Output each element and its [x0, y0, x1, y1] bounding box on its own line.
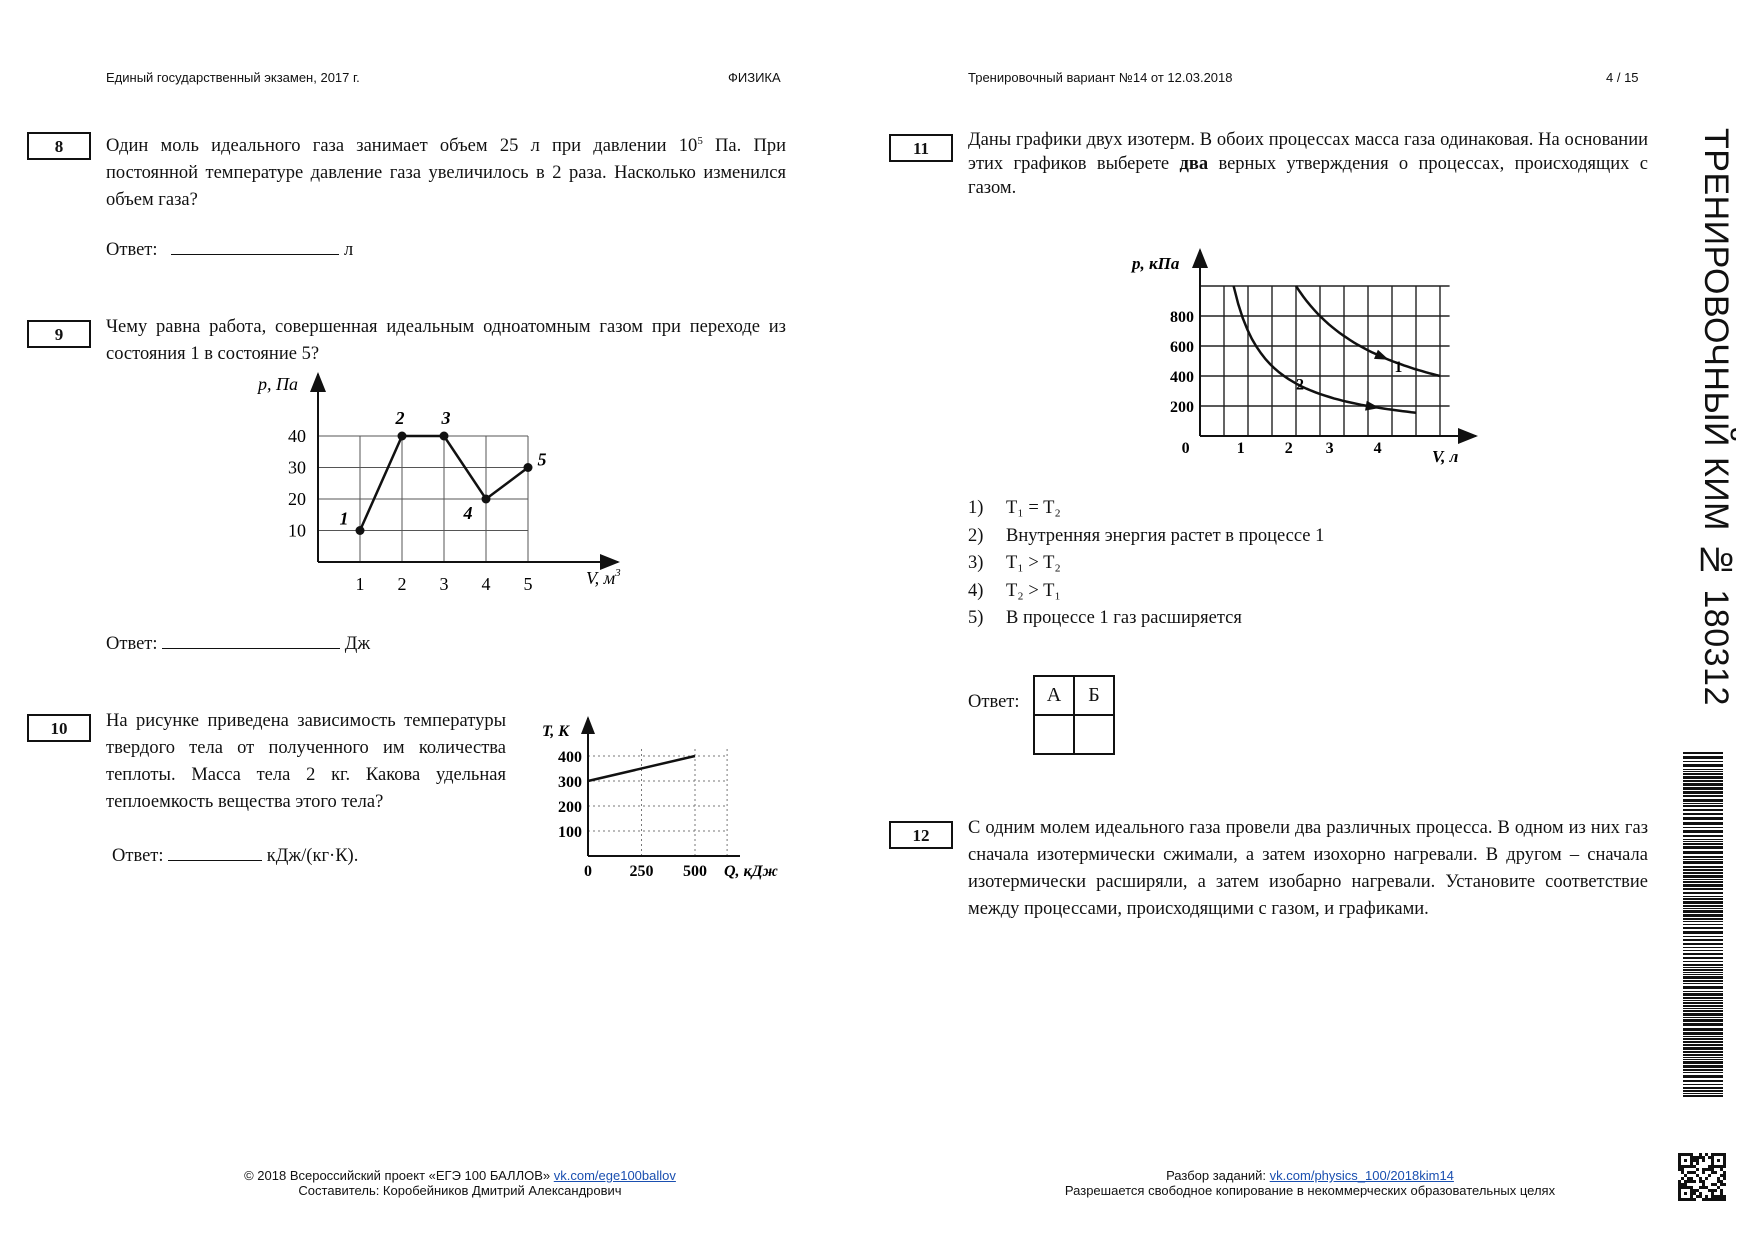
qr-module [1714, 1195, 1717, 1198]
qr-module [1693, 1180, 1696, 1183]
answer-blank-8[interactable] [171, 236, 339, 255]
qr-module [1705, 1177, 1708, 1180]
qr-module [1720, 1180, 1723, 1183]
barcode-bar [1683, 773, 1723, 775]
q10-x-axis-label: Q, кДж [724, 863, 778, 880]
qr-finder-dot [1717, 1159, 1720, 1162]
barcode-bar [1683, 980, 1723, 982]
qr-module [1705, 1198, 1708, 1201]
barcode-bar [1683, 791, 1723, 794]
barcode-bar [1683, 1057, 1723, 1058]
qr-module [1708, 1189, 1711, 1192]
qr-module [1678, 1180, 1681, 1183]
qr-module [1690, 1171, 1693, 1174]
q11-direction-arrow [1374, 350, 1391, 365]
qr-module [1723, 1183, 1726, 1186]
qr-module [1699, 1177, 1702, 1180]
q9-y-tick: 10 [288, 520, 306, 541]
q9-point-label: 5 [537, 449, 547, 470]
qr-module [1711, 1192, 1714, 1195]
qr-module [1687, 1180, 1690, 1183]
barcode-bar [1683, 953, 1723, 955]
q11-x-tick: 0 [1181, 440, 1190, 457]
qr-module [1699, 1192, 1702, 1195]
qr-module [1723, 1174, 1726, 1177]
barcode-bar [1683, 1095, 1723, 1097]
barcode-bar [1683, 872, 1723, 874]
qr-module [1696, 1195, 1699, 1198]
q11-option-3: 3) T₁ > T₂ [968, 553, 1061, 573]
barcode-bar [1683, 771, 1723, 772]
barcode-bar [1683, 1036, 1723, 1037]
q11-option-5: 5) В процессе 1 газ расширяется [968, 608, 1242, 628]
qr-module [1678, 1183, 1681, 1186]
qr-module [1684, 1180, 1687, 1183]
question-12-text: С одним молем идеального газа провели два различных процесса. В одном из них газ сначала изотермически сжимали, а затем изохорно нагревали. В другом – сначала изотермически расширяли, а затем изобарно нагревали. Установите соответствие между процессами, происходящими с газом, и графиками. [968, 818, 1648, 919]
barcode-bar [1683, 1084, 1723, 1085]
question-9-chart [240, 368, 640, 608]
q10-y-axis-label: T, К [542, 723, 570, 740]
q9-point [524, 463, 533, 472]
qr-module [1678, 1168, 1681, 1171]
q11-isotherm-2 [1234, 286, 1416, 413]
answer-cell-b[interactable] [1074, 715, 1114, 754]
qr-module [1714, 1189, 1717, 1192]
qr-module [1702, 1159, 1705, 1162]
barcode-bar [1683, 776, 1723, 779]
barcode-bar [1683, 1028, 1723, 1031]
qr-module [1711, 1195, 1714, 1198]
q10-x-tick: 500 [683, 863, 707, 880]
barcode-bar [1683, 997, 1723, 999]
answer-cell-a[interactable] [1034, 715, 1074, 754]
question-11-answer-label: Ответ: [968, 692, 1020, 712]
footer-left: © 2018 Всероссийский проект «ЕГЭ 100 БАЛЛОВ» vk.com/ege100ballov Составитель: Коробейников Дмитрий Александрович [244, 1168, 676, 1198]
barcode-bar [1683, 861, 1723, 864]
barcode-bar [1683, 1019, 1723, 1022]
qr-module [1717, 1180, 1720, 1183]
q9-y-axis-label: p, Па [258, 374, 298, 394]
qr-module [1705, 1168, 1708, 1171]
barcode-bar [1683, 991, 1723, 992]
question-number-10: 10 [27, 714, 91, 742]
q11-y-tick: 600 [1170, 339, 1194, 356]
barcode-bar [1683, 914, 1723, 917]
qr-module [1720, 1174, 1723, 1177]
barcode-bar [1683, 892, 1723, 894]
q11-series-label-2: 2 [1296, 376, 1304, 394]
qr-module [1696, 1168, 1699, 1171]
barcode-bar [1683, 817, 1723, 820]
barcode-bar [1683, 969, 1723, 971]
qr-module [1693, 1198, 1696, 1201]
barcode-bar [1683, 809, 1723, 811]
qr-module [1723, 1195, 1726, 1198]
barcode-bar [1683, 957, 1723, 959]
question-9-answer: Ответ: Дж [106, 630, 370, 656]
qr-module [1711, 1171, 1714, 1174]
barcode-bar [1683, 1054, 1723, 1056]
qr-module [1714, 1171, 1717, 1174]
qr-module [1702, 1198, 1705, 1201]
q11-option-4: 4) T₂ > T₁ [968, 581, 1061, 601]
barcode-bar [1683, 879, 1723, 880]
qr-module [1720, 1192, 1723, 1195]
qr-module [1711, 1198, 1714, 1201]
qr-module [1720, 1198, 1723, 1201]
qr-module [1720, 1168, 1723, 1171]
barcode-bar [1683, 1010, 1723, 1012]
qr-module [1708, 1165, 1711, 1168]
barcode-bar [1683, 1002, 1723, 1004]
q9-y-tick: 40 [288, 426, 306, 446]
barcode-bar [1683, 1065, 1723, 1068]
qr-module [1711, 1189, 1714, 1192]
q11-series-label-1: 1 [1394, 358, 1403, 376]
qr-module [1696, 1189, 1699, 1192]
barcode-bar [1683, 752, 1723, 754]
barcode-bar [1683, 983, 1723, 984]
qr-module [1693, 1159, 1696, 1162]
barcode-bar [1683, 795, 1723, 797]
barcode-bar [1683, 943, 1723, 945]
footer-link-physics100[interactable]: vk.com/physics_100/2018kim14 [1269, 1168, 1454, 1183]
q9-x-tick: 5 [523, 574, 533, 594]
qr-module [1687, 1177, 1690, 1180]
qr-module [1699, 1153, 1702, 1156]
barcode-bar [1683, 1093, 1723, 1094]
q10-y-tick: 200 [558, 799, 582, 816]
barcode-bar [1683, 805, 1723, 807]
question-10-chart [530, 712, 800, 882]
barcode-bar [1683, 931, 1723, 934]
qr-module [1702, 1183, 1705, 1186]
barcode-bar [1683, 961, 1723, 962]
qr-module [1720, 1189, 1723, 1192]
barcode-bar [1683, 822, 1723, 825]
barcode-bar [1683, 859, 1723, 860]
question-10-text: На рисунке приведена зависимость температуры твердого тела от полученного им количества теплоты. Масса тела 2 кг. Какова удельная теплоемкость вещества этого тела? [106, 711, 506, 812]
q9-point [440, 432, 449, 441]
barcode-bar [1683, 846, 1723, 849]
question-number-12: 12 [889, 821, 953, 849]
barcode-bar [1683, 936, 1723, 937]
question-11-text: Даны графики двух изотерм. В обоих процессах масса газа одинаковая. На основании этих графиков выберете два верных утверждения о процессах, происходящих с газом. [968, 130, 1648, 198]
qr-module [1717, 1177, 1720, 1180]
barcode-bar [1683, 1005, 1723, 1007]
answer-col-a: А [1034, 676, 1074, 715]
qr-module [1702, 1171, 1705, 1174]
barcode-bar [1683, 769, 1723, 770]
barcode-bar [1683, 939, 1723, 941]
q11-y-axis-label: p, кПа [1132, 254, 1180, 273]
qr-module [1705, 1195, 1708, 1198]
barcode-bar [1683, 1013, 1723, 1016]
q10-x-tick: 250 [629, 863, 654, 880]
barcode-bar [1683, 908, 1723, 909]
q9-point-label: 2 [395, 408, 405, 428]
barcode-bar [1683, 780, 1723, 782]
barcode-bar [1683, 1059, 1723, 1060]
barcode-bar [1683, 881, 1723, 883]
barcode-bar [1683, 851, 1723, 854]
barcode-bar [1683, 921, 1723, 922]
barcode-bar [1683, 1090, 1723, 1092]
qr-module [1723, 1198, 1726, 1201]
q9-point-label: 1 [339, 508, 349, 529]
barcode-bar [1683, 1069, 1723, 1071]
qr-module [1690, 1177, 1693, 1180]
barcode-bar [1683, 1032, 1723, 1035]
qr-module [1693, 1189, 1696, 1192]
qr-module [1681, 1177, 1684, 1180]
barcode-bar [1683, 1080, 1723, 1082]
barcode-bar [1683, 1051, 1723, 1053]
qr-module [1723, 1171, 1726, 1174]
qr-module [1684, 1174, 1687, 1177]
barcode-bar [1683, 756, 1723, 759]
qr-module [1681, 1168, 1684, 1171]
barcode-bar [1683, 976, 1723, 979]
barcode-bar [1683, 1017, 1723, 1018]
barcode-bar [1683, 803, 1723, 804]
q11-x-tick: 2 [1284, 440, 1293, 457]
barcode-bar [1683, 1041, 1723, 1043]
page-number: 4 / 15 [1606, 70, 1639, 85]
barcode-bar [1683, 799, 1723, 802]
qr-module [1711, 1168, 1714, 1171]
q9-point-label: 3 [441, 408, 451, 428]
qr-module [1702, 1180, 1705, 1183]
qr-module [1699, 1195, 1702, 1198]
qr-finder-dot [1684, 1159, 1687, 1162]
barcode-bar [1683, 843, 1723, 845]
qr-finder-dot [1684, 1192, 1687, 1195]
barcode-bar [1683, 875, 1723, 878]
barcode-bar [1683, 884, 1723, 887]
barcode-bar [1683, 1000, 1723, 1001]
qr-module [1708, 1168, 1711, 1171]
qr-module [1693, 1171, 1696, 1174]
barcode-bar [1683, 1061, 1723, 1064]
q9-point [482, 495, 491, 504]
q9-x-tick: 1 [355, 574, 365, 594]
barcode-bar [1683, 986, 1723, 989]
answer-col-b: Б [1074, 676, 1114, 715]
footer-link-ege100ballov[interactable]: vk.com/ege100ballov [553, 1168, 676, 1183]
qr-module [1717, 1186, 1720, 1189]
barcode-bar [1683, 898, 1723, 900]
question-8-text: Один моль идеального газа занимает объем 25 л при давлении $10^5$ Па. При постоянной температуре давление газа увеличилось в 2 раза. Насколько изменился объем газа? [106, 135, 786, 211]
barcode-bar [1683, 967, 1723, 968]
barcode-bar [1683, 856, 1723, 858]
qr-module [1717, 1195, 1720, 1198]
qr-module [1681, 1183, 1684, 1186]
qr-module [1702, 1186, 1705, 1189]
qr-module [1693, 1165, 1696, 1168]
qr-module [1693, 1156, 1696, 1159]
question-number-11: 11 [889, 134, 953, 162]
question-10-answer: Ответ: кДж/(кг·К). [112, 842, 358, 868]
qr-module [1699, 1156, 1702, 1159]
q9-x-axis-label: V, $м^3$ [586, 567, 621, 588]
barcode-bar [1683, 974, 1723, 975]
q11-option-2: 2) Внутренняя энергия растет в процессе 1 [968, 526, 1325, 546]
qr-module [1681, 1171, 1684, 1174]
qr-module [1699, 1180, 1702, 1183]
question-number-8: 8 [27, 132, 91, 160]
qr-module [1705, 1186, 1708, 1189]
header-variant: Тренировочный вариант №14 от 12.03.2018 [968, 70, 1233, 85]
question-11-chart [1120, 244, 1480, 474]
barcode-bar [1683, 1075, 1723, 1078]
q11-y-tick: 200 [1170, 399, 1194, 416]
q9-y-tick: 20 [288, 489, 306, 509]
q9-point [356, 526, 365, 535]
barcode-bar [1683, 1087, 1723, 1089]
q9-x-tick: 3 [439, 574, 449, 594]
qr-module [1708, 1174, 1711, 1177]
barcode-bar [1683, 888, 1723, 890]
barcode-image [1683, 752, 1723, 1098]
qr-module [1690, 1180, 1693, 1183]
qr-code-image [1678, 1153, 1726, 1201]
q9-x-tick: 2 [397, 574, 407, 594]
barcode-bar [1683, 841, 1723, 842]
question-8-answer: Ответ: л [106, 236, 353, 262]
qr-module [1711, 1183, 1714, 1186]
qr-module [1717, 1198, 1720, 1201]
barcode-bar [1683, 1038, 1723, 1040]
barcode-bar [1683, 830, 1723, 833]
qr-module [1708, 1156, 1711, 1159]
answer-blank-9[interactable] [162, 630, 340, 649]
qr-module [1705, 1153, 1708, 1156]
barcode-bar [1683, 1044, 1723, 1046]
barcode-bar [1683, 972, 1723, 973]
q11-x-axis-label: V, л [1432, 447, 1459, 466]
qr-module [1720, 1183, 1723, 1186]
barcode-bar [1683, 905, 1723, 907]
q10-x-tick: 0 [584, 863, 592, 880]
q10-y-tick: 100 [558, 824, 582, 841]
barcode-bar [1683, 827, 1723, 828]
barcode-bar [1683, 835, 1723, 837]
qr-module [1723, 1177, 1726, 1180]
question-11-answer-table [1033, 675, 1115, 755]
qr-module [1696, 1159, 1699, 1162]
barcode-bar [1683, 1047, 1723, 1050]
qr-module [1708, 1198, 1711, 1201]
qr-module [1687, 1171, 1690, 1174]
barcode-bar [1683, 950, 1723, 951]
barcode-bar [1683, 764, 1723, 767]
qr-module [1699, 1186, 1702, 1189]
qr-module [1720, 1195, 1723, 1198]
barcode-bar [1683, 1008, 1723, 1009]
barcode-bar [1683, 947, 1723, 948]
q9-point-label: 4 [463, 503, 473, 523]
qr-module [1696, 1174, 1699, 1177]
barcode-bar [1683, 866, 1723, 868]
q9-point [398, 432, 407, 441]
q9-y-tick: 30 [288, 457, 306, 478]
barcode-bar [1683, 901, 1723, 904]
barcode-bar [1683, 813, 1723, 815]
q10-y-tick: 400 [558, 749, 582, 766]
barcode-bar [1683, 918, 1723, 920]
qr-module [1714, 1198, 1717, 1201]
question-number-9: 9 [27, 320, 91, 348]
barcode-bar [1683, 787, 1723, 790]
q11-x-tick: 4 [1373, 440, 1382, 457]
answer-blank-10[interactable] [168, 842, 262, 861]
q11-option-1: 1) T₁ = T₂ [968, 498, 1061, 518]
qr-module [1684, 1183, 1687, 1186]
qr-module [1702, 1168, 1705, 1171]
qr-module [1702, 1156, 1705, 1159]
barcode-bar [1683, 896, 1723, 897]
q11-x-tick: 1 [1236, 440, 1245, 457]
q10-y-tick: 300 [558, 774, 582, 791]
qr-module [1693, 1192, 1696, 1195]
barcode-bar [1683, 924, 1723, 925]
barcode-bar [1683, 761, 1723, 762]
barcode-bar [1683, 839, 1723, 840]
barcode-bar [1683, 993, 1723, 996]
side-title: ТРЕНИРОВОЧНЫЙ КИМ № 180312 [1697, 128, 1735, 706]
question-9-text: Чему равна работа, совершенная идеальным одноатомным газом при переходе из состояния 1 в состояние 5? [106, 317, 786, 364]
barcode-bar [1683, 783, 1723, 786]
header-subject: ФИЗИКА [728, 70, 781, 85]
qr-module [1696, 1162, 1699, 1165]
qr-module [1696, 1156, 1699, 1159]
q9-x-tick: 4 [481, 574, 491, 594]
q11-y-tick: 800 [1170, 309, 1194, 326]
barcode-bar [1683, 964, 1723, 966]
footer-right: Разбор заданий: vk.com/physics_100/2018kim14 Разрешается свободное копирование в некоммерческих образовательных целях [1064, 1168, 1556, 1198]
q11-x-tick: 3 [1325, 440, 1334, 457]
barcode-bar [1683, 927, 1723, 929]
qr-module [1714, 1183, 1717, 1186]
header-exam-title: Единый государственный экзамен, 2017 г. [106, 70, 360, 85]
barcode-bar [1683, 1023, 1723, 1026]
barcode-bar [1683, 910, 1723, 913]
q11-y-tick: 400 [1170, 369, 1194, 386]
barcode-bar [1683, 1072, 1723, 1073]
barcode-bar [1683, 869, 1723, 871]
